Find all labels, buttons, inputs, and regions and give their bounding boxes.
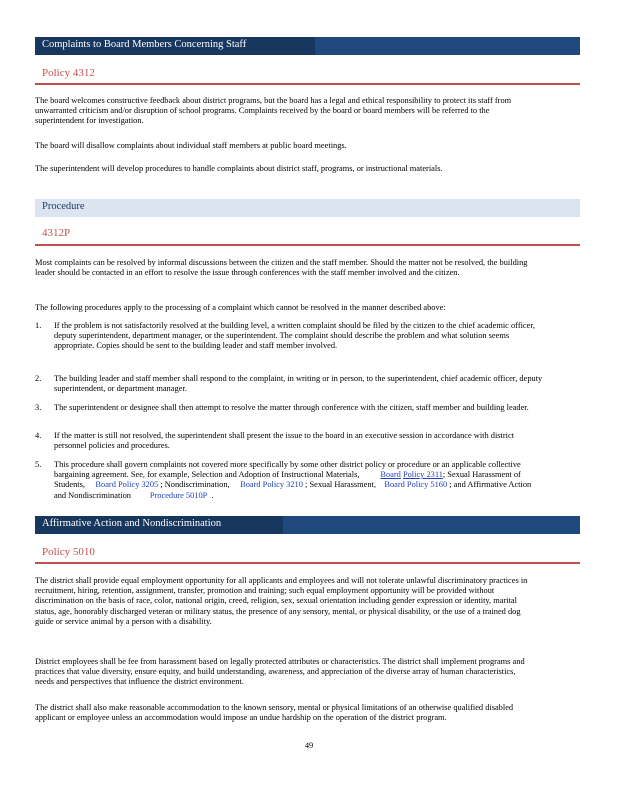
paragraph: The superintendent will develop procedures to handle complaints about district staff, programs, or instructional materials.	[35, 164, 443, 173]
list-text	[54, 460, 544, 501]
section-header-complaints	[35, 37, 580, 55]
board-policy-5160-link[interactable]: Board Policy 5160	[384, 480, 448, 490]
divider	[35, 244, 580, 246]
board-policy-2311-link[interactable]: Board	[380, 470, 401, 480]
divider	[35, 562, 580, 564]
divider	[35, 83, 580, 85]
policy-number: Policy 5010	[42, 546, 95, 558]
board-policy-3205-link[interactable]: Board Policy 3205	[95, 480, 159, 490]
text-run: ; Sexual Harassment of Students,	[54, 470, 521, 490]
text-run: ; Sexual	[305, 480, 333, 490]
paragraph: District employees shall be fee from harassment based on legally protected attributes or characteristics. The district shall implement programs and practices that value diversity, ensure equity, and build understanding, awareness, and appreciation of the diverse array of human characteristics, needs and perspectives that influence the district environment.	[35, 657, 525, 687]
text-run: .	[211, 490, 214, 500]
list-number: 2.	[35, 374, 42, 383]
text-run: ; Nondiscrimination,	[160, 480, 230, 490]
list-text: The superintendent or designee shall then attempt to resolve the matter through conference with the citizen, staff member and building leader.	[54, 403, 529, 412]
paragraph: The board will disallow complaints about individual staff members at public board meetings.	[35, 141, 347, 150]
procedure-number: 4312P	[42, 227, 71, 239]
list-text: If the matter is still not resolved, the superintendent shall present the issue to the board in an executive session in accordance with district personnel policies and procedures.	[54, 431, 515, 451]
list-number: 1.	[35, 321, 42, 330]
board-policy-3210-link[interactable]: Board Policy 3210	[240, 480, 303, 490]
policy-number: Policy 4312	[42, 67, 95, 79]
procedure-5010p-link[interactable]: Procedure 5010P	[149, 490, 208, 500]
board-policy-2311-link-cont[interactable]: Policy 2311	[402, 470, 443, 480]
list-number: 3.	[35, 403, 42, 412]
section-header-procedure	[35, 199, 580, 217]
section-title: Procedure	[42, 201, 85, 212]
list-number: 5.	[35, 460, 42, 469]
paragraph: Most complaints can be resolved by informal discussions between the citizen and the staff member. Should the matter not be resolved, the building leader should be contacted in an effort to resolve the issue through conferences with the staff member involved and the citizen.	[35, 258, 528, 278]
text-run: ; and Affirmative Action and Nondiscrimination	[54, 480, 532, 500]
text-run: Harassment,	[334, 480, 376, 490]
list-text: If the problem is not satisfactorily resolved at the building level, a written complaint should be filed by the citizen to the chief academic officer, deputy superintendent, department manager, or the superintendent. The complaint should describe the problem and what solution seems appropriate. Copies should be sent to the building leader and staff member involved.	[54, 321, 535, 351]
paragraph: The following procedures apply to the processing of a complaint which cannot be resolved in the manner described above:	[35, 303, 446, 312]
paragraph: The district shall provide equal employment opportunity for all applicants and employees and will not tolerate unlawful discriminatory practices in recruitment, hiring, retention, assignment, transfer, promotion and training; such equal employment opportunity will be provided without discrimination on the basis of race, color, national origin, creed, religion, sex, sexual orientation including gender expression or identity, marital status, age, honorably discharged veteran or military status, the presence of any sensory, mental, or physical disability, or the use of a trained dog guide or service animal by a person with a disability.	[35, 576, 528, 626]
section-title: Affirmative Action and Nondiscrimination	[42, 518, 222, 529]
text-run: This procedure shall govern complaints not covered more specifically by some other district policy or procedure or an applicable collective bargaining agreement. See, for example, Selection and Adoption of Instructional Materials,	[54, 460, 521, 480]
list-text: The building leader and staff member shall respond to the complaint, in writing or in person, to the superintendent, chief academic officer, deputy superintendent, or department manager.	[54, 374, 543, 394]
section-header-affirmative-action	[35, 516, 580, 534]
paragraph: The district shall also make reasonable accommodation to the known sensory, mental or physical limitations of an otherwise qualified disabled applicant or employee unless an accommodation would impose an undue hardship on the operation of the district program.	[35, 703, 514, 723]
page-number: 49	[304, 741, 314, 750]
section-title: Complaints to Board Members Concerning Staff	[42, 39, 247, 50]
list-number: 4.	[35, 431, 42, 440]
paragraph: The board welcomes constructive feedback about district programs, but the board has a legal and ethical responsibility to protect its staff from unwarranted criticism and/or disruption of school programs. Complaints received by the board or board members will be referred to the superintendent for investigation.	[35, 96, 512, 126]
